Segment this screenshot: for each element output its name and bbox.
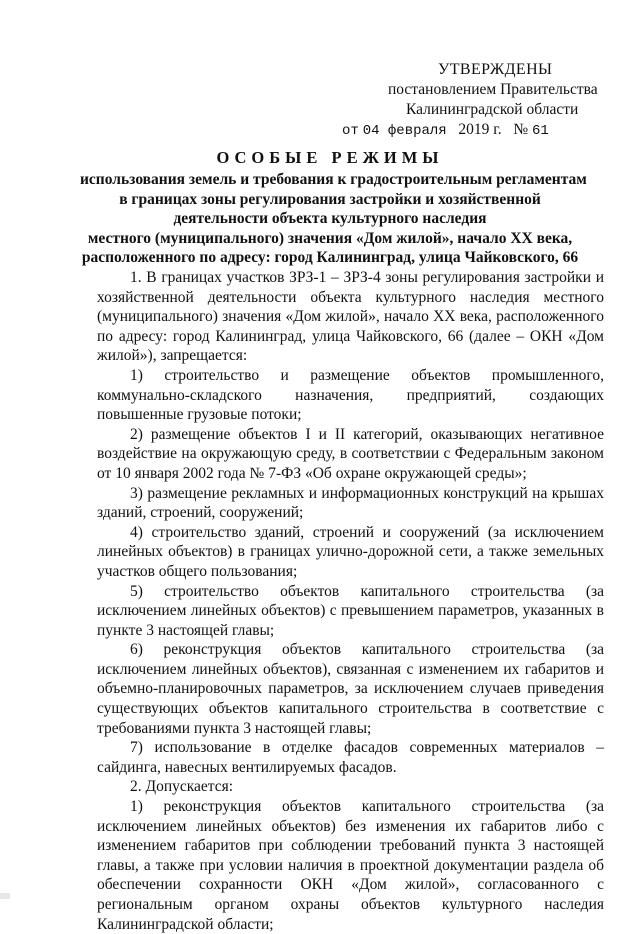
heading-line: местного (муниципального) значения «Дом жилой», начало XX века, (87, 229, 573, 247)
document-heading (80, 148, 587, 268)
list-item: 2) размещение объектов I и II категорий, оказывающих негативное воздействие на окружающую среду, в соответствии с Федеральным законом от 10 января 2002 года № 7-ФЗ «Об охране окружающей среды»; (97, 425, 604, 482)
approval-date-prefix: от (342, 123, 359, 139)
heading-line: деятельности объекта культурного наследия (173, 210, 487, 227)
list-item: 3) размещение рекламных и информационных конструкций на крышах зданий, строений, сооружений; (97, 484, 604, 522)
approval-number: 61 (531, 123, 549, 139)
document-body (97, 268, 604, 934)
list-item: 7) использование в отделке фасадов современных материалов – сайдинга, навесных вентилируемых фасадов. (97, 739, 604, 776)
approval-date-value: 04 февраля (362, 123, 447, 139)
list-item: 5) строительство объектов капитального строительства (за исключением линейных объектов) с превышением параметров, указанных в пункте 3 настоящей главы; (97, 582, 604, 639)
paragraph-2-permitted: 2. Допускается: (130, 778, 234, 796)
heading-line: в границах зоны регулирования застройки и хозяйственной (119, 190, 541, 208)
approval-number-sign: № (513, 121, 529, 138)
approval-block (342, 60, 602, 141)
approval-line-region: Калининградской области (406, 101, 579, 118)
approval-date-line (342, 120, 602, 141)
heading-title: ОСОБЫЕ РЕЖИМЫ (216, 148, 444, 167)
list-item: 6) реконструкция объектов капитального строительства (за исключением линейных объектов), связанная с изменением их габаритов и объемно-планировочных параметров, за исключением случаев приведения существующих объектов капитального строительства в соответствие с требованиями пункта 3 настоящей главы; (97, 641, 604, 737)
heading-line: расположенного по адресу: город Калининград, улица Чайковского, 66 (81, 249, 579, 266)
approval-year: 2019 г. (458, 121, 502, 138)
heading-line: использования земель и требования к градостроительным регламентам (80, 171, 587, 188)
approval-title: УТВЕРЖДЕНЫ (438, 61, 553, 78)
list-item: 4) строительство зданий, строений и сооружений (за исключением линейных объектов) в границах улично-дорожной сети, а также земельных участков общего пользования; (97, 523, 604, 580)
approval-line-resolution: постановлением Правительства (388, 81, 598, 98)
list-item: 1) реконструкция объектов капитального строительства (за исключением линейных объектов) без изменения их габаритов либо с изменением габаритов при соблюдении требований пункта 3 настоящей главы, а также при условии наличия в проектной документации раздела об обеспечении сохранности ОКН «Дом жилой», согласованного с региональным органом охраны объектов культурного наследия Калининградской области; (97, 798, 604, 933)
paragraph-1-prohibited: 1. В границах участков ЗРЗ-1 – ЗРЗ-4 зоны регулирования застройки и хозяйственной деятельности объекта культурного наследия местного (муниципального) значения «Дом жилой», начало XX века, расположенного по адресу: город Калининград, улица Чайковского, 66 (далее – ОКН «Дом жилой»), запрещается: (97, 269, 604, 365)
list-item: 1) строительство и размещение объектов промышленного, коммунально-складского назначения, предприятий, создающих повышенные грузовые потоки; (97, 366, 604, 424)
scan-mark (0, 893, 10, 899)
